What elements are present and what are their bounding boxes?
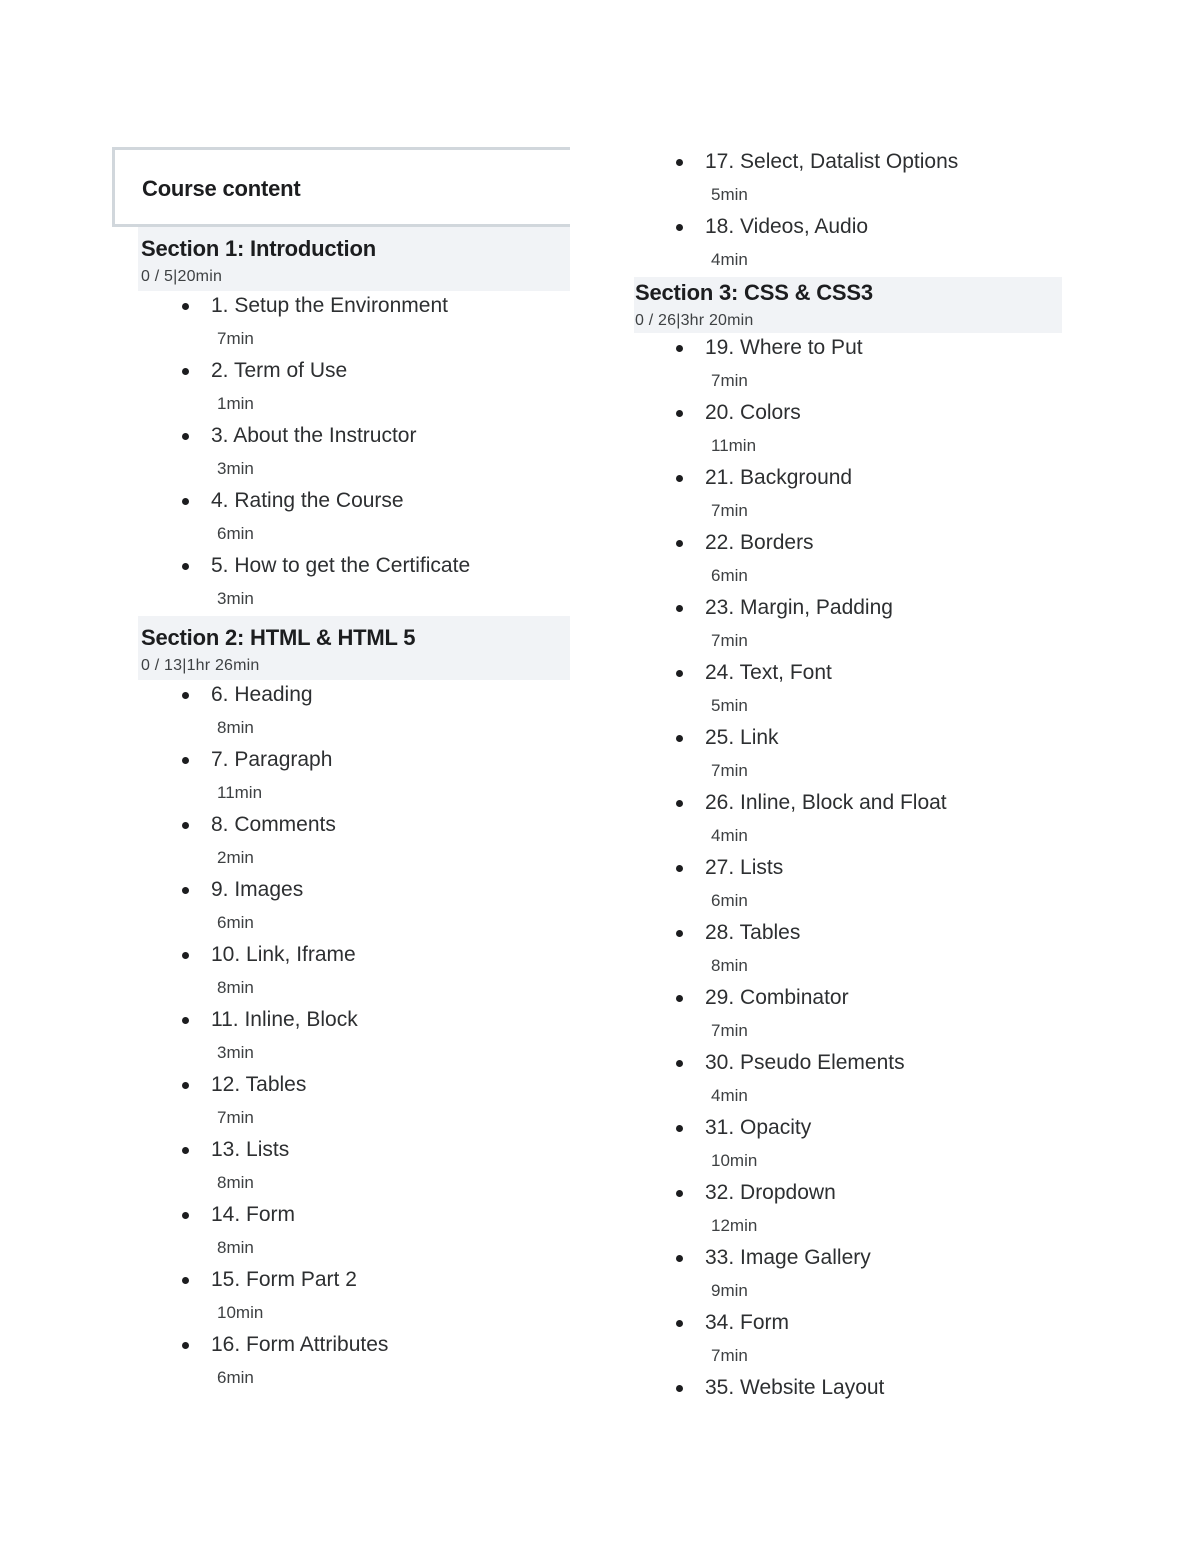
lecture-title[interactable]: 11. Inline, Block xyxy=(211,1008,358,1031)
lecture-title[interactable]: 30. Pseudo Elements xyxy=(705,1051,905,1074)
lecture-title[interactable]: 18. Videos, Audio xyxy=(705,215,869,238)
lecture-item[interactable] xyxy=(634,1308,1062,1373)
lecture-duration: 1min xyxy=(217,394,254,413)
right-column xyxy=(634,147,1062,1438)
lecture-item[interactable] xyxy=(634,723,1062,788)
bullet-icon xyxy=(182,822,189,829)
lecture-item[interactable] xyxy=(634,853,1062,918)
lecture-title[interactable]: 7. Paragraph xyxy=(211,748,333,771)
course-content-header xyxy=(112,147,570,227)
lecture-item[interactable] xyxy=(112,486,570,551)
lecture-title[interactable]: 19. Where to Put xyxy=(705,336,863,359)
lecture-duration: 6min xyxy=(217,524,254,543)
lecture-duration: 4min xyxy=(711,250,748,269)
lecture-title[interactable]: 9. Images xyxy=(211,878,304,901)
lecture-item[interactable] xyxy=(634,1048,1062,1113)
bullet-icon xyxy=(676,159,683,166)
lecture-title[interactable]: 25. Link xyxy=(705,726,779,749)
bullet-icon xyxy=(182,1082,189,1089)
lecture-duration: 3min xyxy=(217,1043,254,1062)
bullet-icon xyxy=(182,757,189,764)
lecture-duration: 7min xyxy=(711,631,748,650)
lecture-title[interactable]: 17. Select, Datalist Options xyxy=(705,150,959,173)
lecture-item[interactable] xyxy=(634,593,1062,658)
lecture-title[interactable]: 28. Tables xyxy=(705,921,801,944)
lecture-item[interactable] xyxy=(112,1330,570,1395)
lecture-list-section-3 xyxy=(634,333,1062,1438)
lecture-duration: 2min xyxy=(217,848,254,867)
lecture-item[interactable] xyxy=(112,551,570,616)
lecture-item[interactable] xyxy=(634,1113,1062,1178)
lecture-item[interactable] xyxy=(634,918,1062,983)
lecture-item[interactable] xyxy=(634,1178,1062,1243)
lecture-item[interactable] xyxy=(634,398,1062,463)
lecture-title[interactable]: 20. Colors xyxy=(705,401,801,424)
lecture-duration: 8min xyxy=(711,956,748,975)
lecture-title[interactable]: 23. Margin, Padding xyxy=(705,596,893,619)
lecture-duration: 8min xyxy=(217,718,254,737)
lecture-title[interactable]: 12. Tables xyxy=(211,1073,307,1096)
bullet-icon xyxy=(676,345,683,352)
lecture-item[interactable] xyxy=(634,333,1062,398)
bullet-icon xyxy=(676,1255,683,1262)
section-progress: 0 / 13|1hr 26min xyxy=(141,657,260,674)
lecture-item[interactable] xyxy=(634,983,1062,1048)
bullet-icon xyxy=(676,605,683,612)
lecture-duration: 7min xyxy=(217,1108,254,1127)
lecture-item[interactable] xyxy=(634,463,1062,528)
lecture-item[interactable] xyxy=(112,1200,570,1265)
lecture-item[interactable] xyxy=(112,1005,570,1070)
lecture-list-section-2 xyxy=(112,680,570,1395)
section-title: Section 1: Introduction xyxy=(141,236,376,261)
lecture-duration: 6min xyxy=(711,566,748,585)
lecture-duration: 4min xyxy=(711,826,748,845)
lecture-duration: 9min xyxy=(711,1281,748,1300)
lecture-title[interactable]: 33. Image Gallery xyxy=(705,1246,871,1269)
bullet-icon xyxy=(182,692,189,699)
section-progress: 0 / 26|3hr 20min xyxy=(635,312,754,329)
section-header-2[interactable] xyxy=(138,616,570,680)
lecture-item[interactable] xyxy=(634,658,1062,723)
lecture-item[interactable] xyxy=(112,810,570,875)
lecture-item[interactable] xyxy=(112,421,570,486)
lecture-title[interactable]: 21. Background xyxy=(705,466,853,489)
lecture-item[interactable] xyxy=(634,1243,1062,1308)
bullet-icon xyxy=(676,1060,683,1067)
bullet-icon xyxy=(676,735,683,742)
bullet-icon xyxy=(182,368,189,375)
bullet-icon xyxy=(182,887,189,894)
lecture-list-section-2-continued xyxy=(634,147,1062,277)
lecture-duration: 7min xyxy=(711,761,748,780)
lecture-item[interactable] xyxy=(112,680,570,745)
lecture-title[interactable]: 1. Setup the Environment xyxy=(211,294,448,317)
bullet-icon xyxy=(676,670,683,677)
bullet-icon xyxy=(676,995,683,1002)
bullet-icon xyxy=(676,1385,683,1392)
lecture-item[interactable] xyxy=(112,1070,570,1135)
lecture-title[interactable]: 3. About the Instructor xyxy=(211,424,417,447)
lecture-duration: 5min xyxy=(711,696,748,715)
bullet-icon xyxy=(182,952,189,959)
lecture-duration: 7min xyxy=(217,329,254,348)
bullet-icon xyxy=(676,224,683,231)
lecture-duration: 6min xyxy=(711,891,748,910)
lecture-title[interactable]: 2. Term of Use xyxy=(211,359,348,382)
lecture-title[interactable]: 35. Website Layout xyxy=(705,1376,885,1399)
lecture-title[interactable]: 22. Borders xyxy=(705,531,814,554)
bullet-icon xyxy=(676,1190,683,1197)
lecture-title[interactable]: 32. Dropdown xyxy=(705,1181,836,1204)
bullet-icon xyxy=(676,540,683,547)
bullet-icon xyxy=(182,1017,189,1024)
bullet-icon xyxy=(182,1212,189,1219)
bullet-icon xyxy=(676,475,683,482)
lecture-item[interactable] xyxy=(112,1265,570,1330)
lecture-duration: 7min xyxy=(711,1346,748,1365)
lecture-title[interactable]: 6. Heading xyxy=(211,683,313,706)
lecture-title[interactable]: 15. Form Part 2 xyxy=(211,1268,357,1291)
bullet-icon xyxy=(676,930,683,937)
bullet-icon xyxy=(676,865,683,872)
lecture-list-section-1 xyxy=(112,291,570,616)
bullet-icon xyxy=(676,1125,683,1132)
bullet-icon xyxy=(182,1342,189,1349)
lecture-title[interactable]: 24. Text, Font xyxy=(705,661,832,684)
lecture-title[interactable]: 29. Combinator xyxy=(705,986,849,1009)
lecture-duration: 8min xyxy=(217,1173,254,1192)
lecture-title[interactable]: 34. Form xyxy=(705,1311,790,1334)
lecture-duration: 11min xyxy=(711,436,757,455)
section-title: Section 2: HTML & HTML 5 xyxy=(141,625,416,650)
lecture-item[interactable] xyxy=(112,356,570,421)
bullet-icon xyxy=(182,303,189,310)
bullet-icon xyxy=(182,1147,189,1154)
left-column xyxy=(112,147,570,1395)
lecture-item[interactable] xyxy=(112,745,570,810)
lecture-item[interactable] xyxy=(634,1373,1062,1438)
lecture-item[interactable] xyxy=(112,940,570,1005)
section-header-1[interactable] xyxy=(138,227,570,291)
lecture-title[interactable]: 10. Link, Iframe xyxy=(211,943,356,966)
lecture-item[interactable] xyxy=(634,147,1062,212)
lecture-title[interactable]: 13. Lists xyxy=(211,1138,290,1161)
lecture-item[interactable] xyxy=(112,1135,570,1200)
lecture-duration: 12min xyxy=(711,1216,758,1235)
bullet-icon xyxy=(676,800,683,807)
lecture-duration: 10min xyxy=(217,1303,264,1322)
lecture-duration: 3min xyxy=(217,459,254,478)
lecture-duration: 3min xyxy=(217,589,254,608)
lecture-duration: 7min xyxy=(711,501,748,520)
bullet-icon xyxy=(182,433,189,440)
lecture-item[interactable] xyxy=(634,212,1062,277)
lecture-item[interactable] xyxy=(112,875,570,940)
lecture-duration: 6min xyxy=(217,913,254,932)
lecture-title[interactable]: 8. Comments xyxy=(211,813,336,836)
lecture-title[interactable]: 27. Lists xyxy=(705,856,784,879)
lecture-duration: 5min xyxy=(711,185,748,204)
bullet-icon xyxy=(676,1320,683,1327)
course-content-title: Course content xyxy=(142,176,301,201)
section-title: Section 3: CSS & CSS3 xyxy=(635,280,873,305)
bullet-icon xyxy=(182,498,189,505)
lecture-item[interactable] xyxy=(634,788,1062,853)
lecture-title[interactable]: 14. Form xyxy=(211,1203,296,1226)
section-header-3[interactable] xyxy=(634,277,1062,333)
lecture-duration: 7min xyxy=(711,371,748,390)
lecture-title[interactable]: 5. How to get the Certificate xyxy=(211,554,471,577)
lecture-duration: 8min xyxy=(217,978,254,997)
section-progress: 0 / 5|20min xyxy=(141,268,223,285)
lecture-item[interactable] xyxy=(634,528,1062,593)
lecture-duration: 7min xyxy=(711,1021,748,1040)
lecture-title[interactable]: 31. Opacity xyxy=(705,1116,812,1139)
lecture-duration: 8min xyxy=(217,1238,254,1257)
bullet-icon xyxy=(676,410,683,417)
lecture-title[interactable]: 4. Rating the Course xyxy=(211,489,404,512)
lecture-duration: 4min xyxy=(711,1086,748,1105)
lecture-duration: 6min xyxy=(217,1368,254,1387)
lecture-duration: 10min xyxy=(711,1151,758,1170)
lecture-item[interactable] xyxy=(112,291,570,356)
lecture-duration: 11min xyxy=(217,783,263,802)
lecture-title[interactable]: 26. Inline, Block and Float xyxy=(705,791,947,814)
bullet-icon xyxy=(182,563,189,570)
lecture-title[interactable]: 16. Form Attributes xyxy=(211,1333,389,1356)
bullet-icon xyxy=(182,1277,189,1284)
